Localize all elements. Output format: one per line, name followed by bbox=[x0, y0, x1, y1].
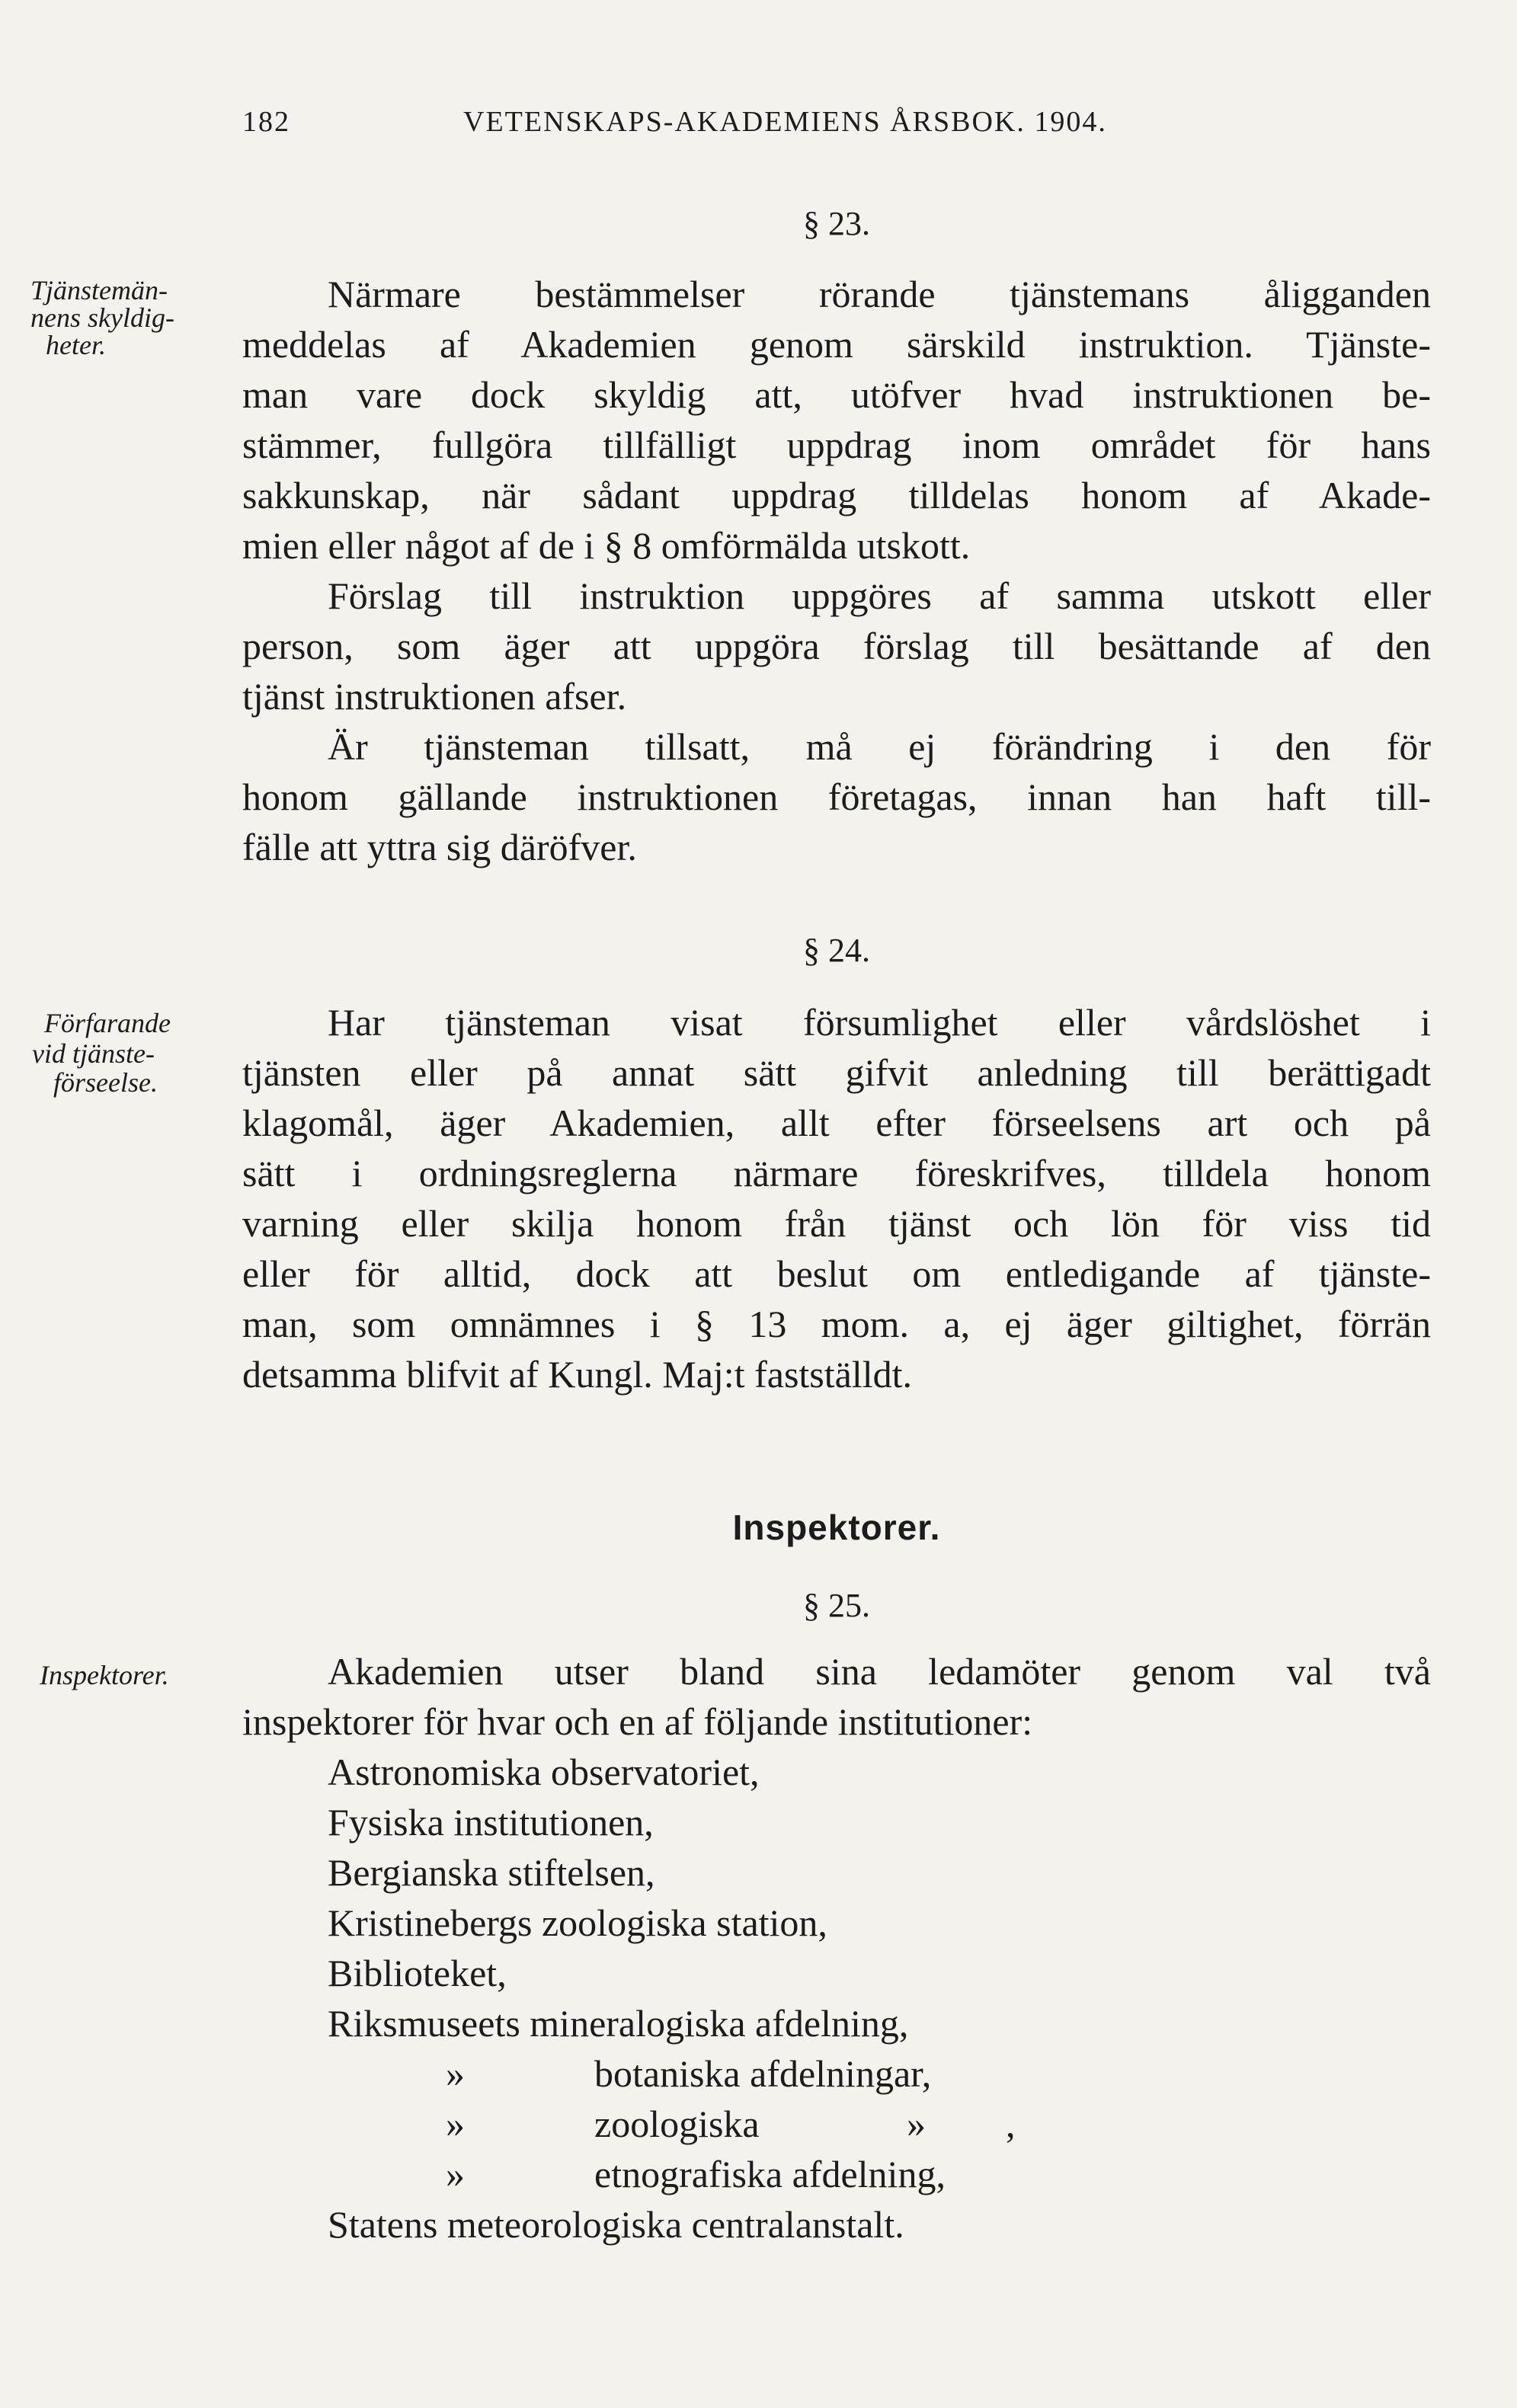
institution-item: Astronomiska observatoriet, bbox=[328, 1751, 760, 1793]
institution-item: Biblioteket, bbox=[328, 1952, 507, 1994]
margin-note-24-line-1: Förfarande bbox=[44, 1008, 171, 1038]
institution-item: Kristinebergs zoologiska station, bbox=[328, 1901, 827, 1944]
paragraph-line: man, som omnämnes i § 13 mom. a, ej äger giltighet, förrän bbox=[242, 1303, 1431, 1345]
section-number-23: § 23. bbox=[803, 205, 870, 242]
ditto-mark: » bbox=[446, 2103, 465, 2145]
paragraph-line: detsamma blifvit af Kungl. Maj:t fastställdt. bbox=[242, 1353, 913, 1396]
paragraph-line: fälle att yttra sig däröfver. bbox=[242, 826, 637, 868]
margin-note-23-line-2: nens skyldig- bbox=[30, 302, 174, 333]
margin-note-24-line-2: vid tjänste- bbox=[32, 1038, 155, 1069]
paragraph-line: Har tjänsteman visat försumlighet eller vårdslöshet i bbox=[328, 1001, 1431, 1044]
institution-item: zoologiska bbox=[594, 2103, 760, 2145]
ditto-mark: » bbox=[446, 2052, 465, 2095]
paragraph-line: sätt i ordningsreglerna närmare föreskrifves, tilldela honom bbox=[242, 1152, 1431, 1194]
margin-note-25: Inspektorer. bbox=[40, 1660, 169, 1690]
paragraph-line: klagomål, äger Akademien, allt efter förseelsens art och på bbox=[242, 1102, 1431, 1144]
paragraph-line: varning eller skilja honom från tjänst och lön för viss tid bbox=[242, 1202, 1431, 1245]
ditto-mark: » bbox=[907, 2103, 926, 2145]
section-number-25: § 25. bbox=[803, 1587, 870, 1624]
paragraph-line: Närmare bestämmelser rörande tjänstemans åligganden bbox=[328, 273, 1431, 315]
trailing-comma: , bbox=[1006, 2103, 1016, 2145]
running-header bbox=[242, 105, 1416, 151]
section-number-24: § 24. bbox=[803, 932, 870, 969]
running-title: VETENSKAPS-AKADEMIENS ÅRSBOK. 1904. bbox=[463, 106, 1107, 138]
paragraph-line: man vare dock skyldig att, utöfver hvad instruktionen be- bbox=[242, 373, 1431, 416]
section-heading: Inspektorer. bbox=[732, 1508, 941, 1547]
paragraph-line: Akademien utser bland sina ledamöter genom val två bbox=[328, 1650, 1431, 1693]
paragraph-line: tjänst instruktionen afser. bbox=[242, 675, 627, 718]
paragraph-line: Är tjänsteman tillsatt, må ej förändring i den för bbox=[328, 725, 1431, 768]
institution-item: Statens meteorologiska centralanstalt. bbox=[328, 2203, 904, 2246]
paragraph-line: sakkunskap, när sådant uppdrag tilldelas honom af Akade- bbox=[242, 474, 1431, 516]
margin-note-24-line-3: förseelse. bbox=[53, 1067, 158, 1098]
institution-item: Riksmuseets mineralogiska afdelning, bbox=[328, 2002, 909, 2045]
ditto-mark: » bbox=[446, 2153, 465, 2195]
margin-note-23-line-1: Tjänstemän- bbox=[30, 275, 168, 305]
paragraph-line: person, som äger att uppgöra förslag till besättande af den bbox=[242, 625, 1431, 667]
paragraph-line: eller för alltid, dock att beslut om entledigande af tjänste- bbox=[242, 1252, 1431, 1295]
paragraph-line: mien eller något af de i § 8 omförmälda utskott. bbox=[242, 524, 971, 567]
paragraph-line: honom gällande instruktionen företagas, innan han haft till- bbox=[242, 775, 1431, 818]
paragraph-line: Förslag till instruktion uppgöres af samma utskott eller bbox=[328, 574, 1431, 617]
institution-item: etnografiska afdelning, bbox=[594, 2153, 946, 2195]
institution-item: Fysiska institutionen, bbox=[328, 1801, 654, 1844]
paragraph-line: inspektorer för hvar och en af följande institutioner: bbox=[242, 1700, 1033, 1743]
page-number: 182 bbox=[242, 106, 290, 138]
paragraph-line: meddelas af Akademien genom särskild instruktion. Tjänste- bbox=[242, 323, 1431, 366]
margin-note-23-line-3: heter. bbox=[46, 330, 106, 360]
paragraph-line: stämmer, fullgöra tillfälligt uppdrag inom området för hans bbox=[242, 424, 1431, 466]
institution-item: botaniska afdelningar, bbox=[594, 2052, 932, 2095]
institution-item: Bergianska stiftelsen, bbox=[328, 1851, 655, 1894]
paragraph-line: tjänsten eller på annat sätt gifvit anledning till berättigadt bbox=[242, 1051, 1431, 1094]
